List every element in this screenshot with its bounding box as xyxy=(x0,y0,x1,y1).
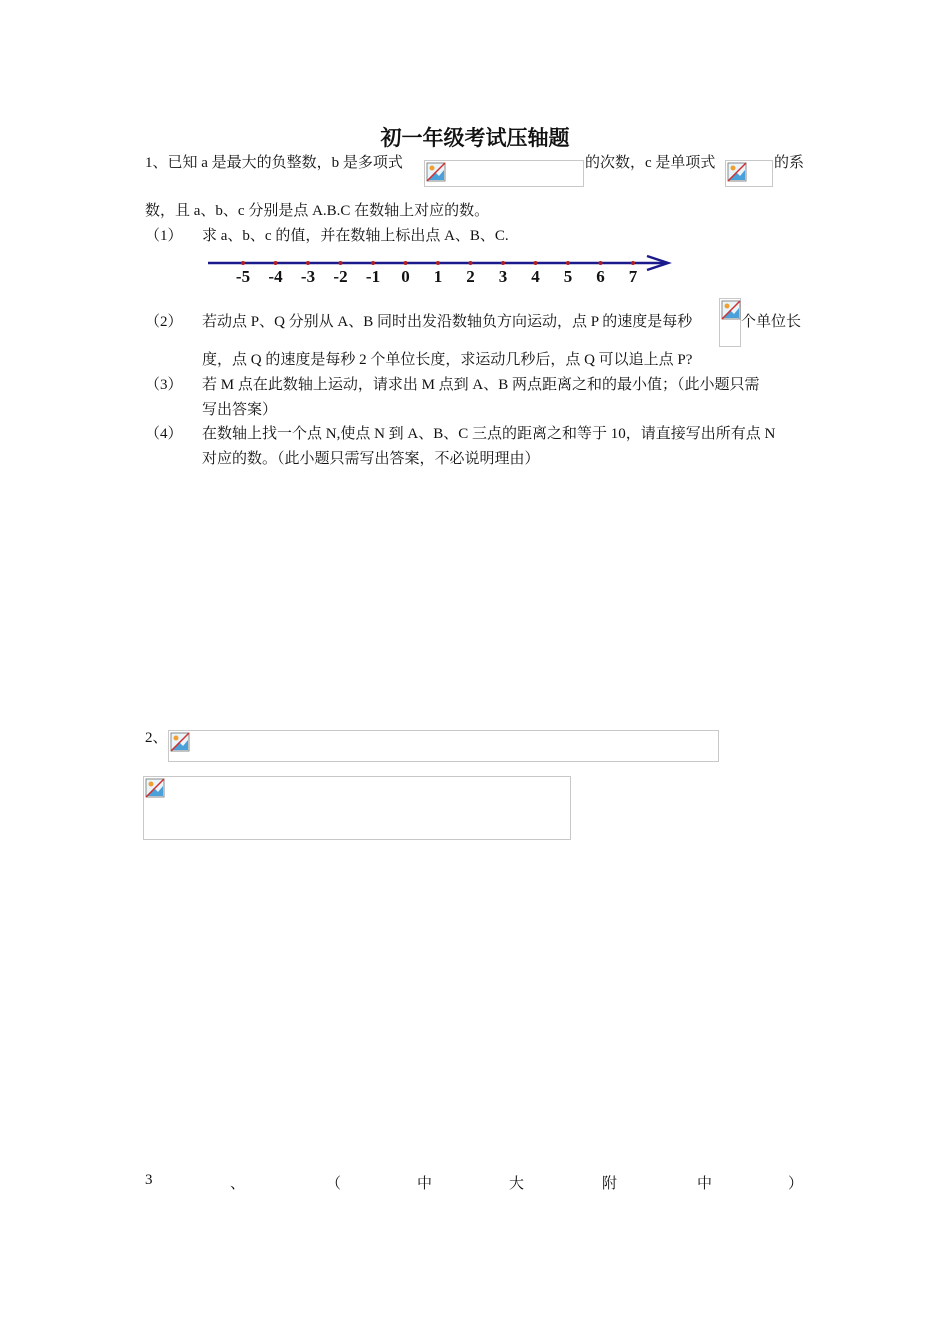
q1-sub4-number: （4） xyxy=(145,426,183,442)
q2-question-image xyxy=(168,730,719,762)
speed-formula-image xyxy=(719,298,741,347)
q1-sub4-text-b: 对应的数。（此小题只需写出答案，不必说明理由） xyxy=(202,451,540,467)
q1-line2-text: 数，且 a、b、c 分别是点 A.B.C 在数轴上对应的数。 xyxy=(145,203,490,219)
number-line-tick xyxy=(631,261,635,265)
q1-sub1-text: 求 a、b、c 的值，并在数轴上标出点 A、B、C. xyxy=(202,228,509,244)
number-line-tick xyxy=(241,261,245,265)
broken-image-icon xyxy=(145,778,165,798)
q1-sub2-number: （2） xyxy=(145,314,183,330)
q1-line1-text-c: 的系 xyxy=(774,155,805,171)
q1-line1-text-b: 的次数，c 是单项式 xyxy=(585,155,716,171)
number-line-tick xyxy=(371,261,375,265)
q1-sub2-text-c: 度，点 Q 的速度是每秒 2 个单位长度，求运动几秒后，点 Q 可以追上点 P? xyxy=(202,352,693,368)
q3-part-3: （ xyxy=(326,1176,342,1192)
q1-sub3-number: （3） xyxy=(145,377,183,393)
broken-image-icon xyxy=(170,732,190,752)
number-line-tick xyxy=(306,261,310,265)
broken-image-icon xyxy=(727,162,747,182)
q1-sub2-text-b: 个单位长 xyxy=(741,314,802,330)
q1-line1-text-a: 1、已知 a 是最大的负整数，b 是多项式 xyxy=(145,155,403,171)
number-line-label: 2 xyxy=(466,267,475,286)
number-line-tick xyxy=(339,261,343,265)
polynomial-formula-image xyxy=(424,160,584,187)
number-line-label: 1 xyxy=(433,267,443,286)
number-line-tick xyxy=(501,261,505,265)
number-line-label: 7 xyxy=(628,267,638,286)
number-line-label: -1 xyxy=(365,267,381,286)
q1-sub3-text-a: 若 M 点在此数轴上运动，请求出 M 点到 A、B 两点距离之和的最小值；（此小题只需 xyxy=(202,377,760,393)
number-line-label: -5 xyxy=(235,267,251,286)
number-line-tick xyxy=(599,261,603,265)
number-line-label: 3 xyxy=(498,267,508,286)
q3-part-2: 、 xyxy=(230,1176,246,1192)
number-line-label: 5 xyxy=(563,267,573,286)
q3-part-4: 中 xyxy=(417,1176,433,1192)
number-line-label: -4 xyxy=(268,267,283,286)
broken-image-icon xyxy=(721,300,741,320)
q2-figure-image xyxy=(143,776,571,840)
number-line-label: 6 xyxy=(596,267,605,286)
page-title: 初一年级考试压轴题 xyxy=(380,126,570,150)
number-line-tick xyxy=(274,261,278,265)
monomial-formula-image xyxy=(725,160,773,187)
number-line-label: 4 xyxy=(531,267,540,286)
number-line-tick xyxy=(436,261,440,265)
q1-sub3-text-b: 写出答案） xyxy=(202,402,278,418)
number-line-label: -2 xyxy=(333,267,348,286)
q3-part-7: 中 xyxy=(697,1176,713,1192)
q3-part-5: 大 xyxy=(509,1176,525,1192)
number-line-tick xyxy=(534,261,538,265)
number-line-label: 0 xyxy=(401,267,410,286)
number-line-tick xyxy=(469,261,473,265)
q3-part-8: ） xyxy=(788,1176,804,1192)
q2-prefix: 2、 xyxy=(145,730,168,746)
number-line-tick xyxy=(404,261,408,265)
q3-part-6: 附 xyxy=(602,1176,618,1192)
q1-sub4-text-a: 在数轴上找一个点 N,使点 N 到 A、B、C 三点的距离之和等于 10，请直接写出所有点 N xyxy=(202,426,776,442)
q1-sub2-text-a: 若动点 P、Q 分别从 A、B 同时出发沿数轴负方向运动，点 P 的速度是每秒 xyxy=(202,314,693,330)
broken-image-icon xyxy=(426,162,446,182)
q3-part-1: 3 xyxy=(145,1172,153,1188)
number-line-tick xyxy=(566,261,570,265)
q1-sub1-number: （1） xyxy=(145,228,183,244)
number-line-label: -3 xyxy=(300,267,316,286)
